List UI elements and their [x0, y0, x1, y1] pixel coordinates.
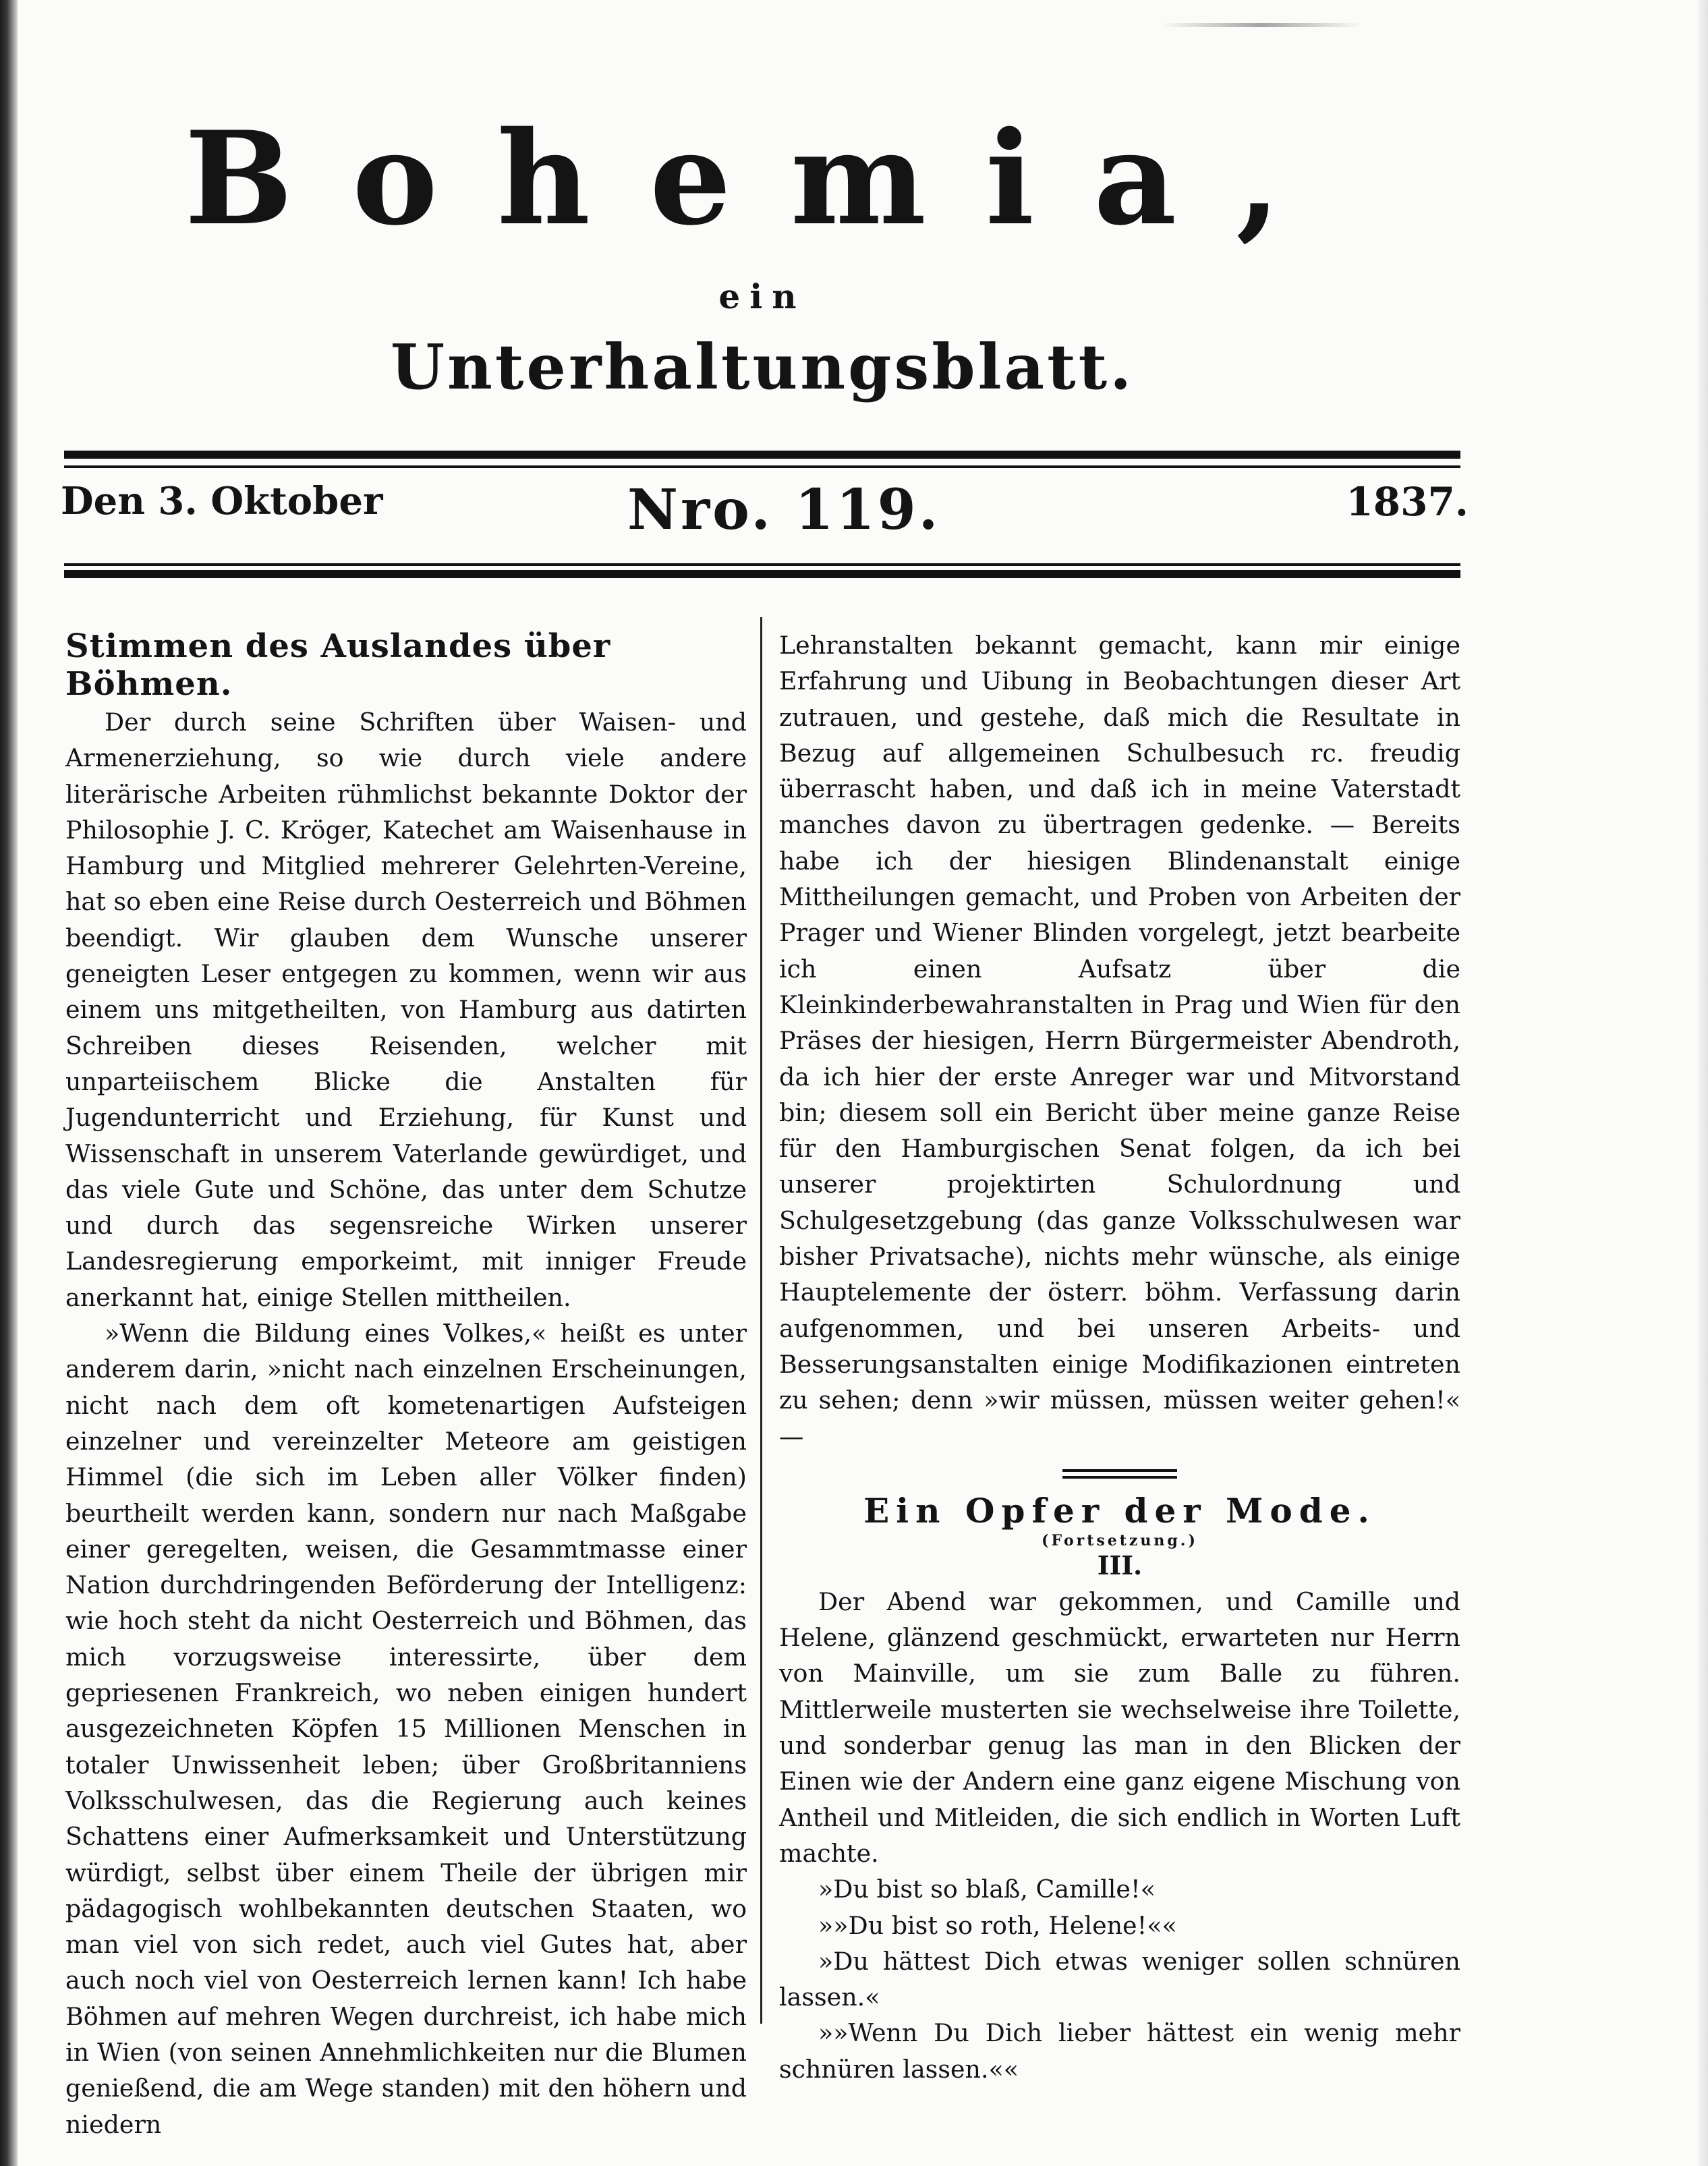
bottom-rule-thin — [64, 563, 1460, 566]
dialogue-line: »Du bist so blaß, Camille!« — [818, 1875, 1156, 1904]
masthead-title: Bohemia, — [184, 103, 1340, 254]
article-paragraph: Der durch seine Schriften über Waisen- und Armenerziehung, so wie durch viele andere literärische Arbeiten rühmlichst bekannte Doktor der Philosophie J. C. Kröger, Katechet am Waisenhause in Hamburg und Mitglied mehrerer Gelehrten-Vereine, hat so eben eine Reise durch Oesterreich und Böhmen beendigt. Wir glauben dem Wunsche unserer geneigten Leser entgegen zu kommen, wenn wir aus einem uns mitgetheilten, von Hamburg aus datirten Schreiben dieses Reisenden, welcher mit unparteiischem Blicke die Anstalten für Jugendunterricht und Erziehung, für Kunst und Wissenschaft in unserem Vaterlande gewürdiget, und das viele Gute und Schöne, das unter dem Schutze und durch das segensreiche Wirken unserer Landesregierung emporkeimt, mit inniger Freude anerkannt hat, einige Stellen mittheilen. — [65, 708, 747, 1312]
story-title: Ein Opfer der Mode. — [863, 1490, 1376, 1531]
column-divider — [760, 617, 762, 2024]
dialogue-line: »»Wenn Du Dich lieber hättest ein wenig mehr schnüren lassen.«« — [779, 2018, 1460, 2084]
story-part: III. — [1097, 1549, 1143, 1580]
masthead-sub1: ein — [718, 277, 806, 316]
dialogue-line: »»Du bist so roth, Helene!«« — [818, 1910, 1177, 1940]
top-rule-thick — [64, 451, 1460, 459]
issue-number — [627, 478, 941, 542]
story-paragraph: Der Abend war gekommen, und Camille und Helene, glänzend geschmückt, erwarteten nur Herrn von Mainville, um sie zum Balle zu führen. Mittlerweile musterten sie wechselweise ihre Toilette, und sonderbar genug las man in den Blicken der Einen wie der Andern eine ganz eigene Mischung von Antheil und Mitleiden, die sich endlich in Worten Luft machte. — [779, 1587, 1460, 1868]
left-column — [65, 627, 747, 2139]
article-paragraph: »Wenn die Bildung eines Volkes,« heißt es unter anderem darin, »nicht nach einzelnen Erscheinungen, nicht nach dem oft kometenartigen Aufsteigen einzelner und vereinzelter Meteore am geistigen Himmel (die sich im Leben aller Völker finden) beurtheilt werden kann, sondern nur nach Maßgabe einer geregelten, weisen, die Gesammtmasse einer Nation durchdringenden Beförderung der Intelligenz: wie hoch steht da nicht Oesterreich und Böhmen, das mich vorzugsweise interessirte, über dem gepriesenen Frankreich, wo neben einigen hundert ausgezeichneten Köpfen 15 Millionen Menschen in totaler Unwissenheit leben; über Großbritanniens Volksschulwesen, das die Regierung auch keines Schattens einer Aufmerksamkeit und Unterstützung würdigt, selbst über einem Theile der übrigen mir pädagogisch wohlbekannten deutschen Staaten, wo man viel von sich redet, auch viel Gutes hat, aber auch noch viel von Oesterreich lernen kann! Ich habe Böhmen auf mehren Wegen durchreist, ich habe mich in Wien (von seinen Annehmlichkeiten nur die Blumen genießend, die am Wege standen) mit den höhern und niedern — [65, 1319, 747, 2139]
issue-year: 1837. — [1346, 479, 1469, 525]
dialogue-line: »Du hättest Dich etwas weniger sollen schnüren lassen.« — [779, 1946, 1460, 2012]
section-separator — [1062, 1469, 1177, 1479]
article-heading: Stimmen des Auslandes über Böhmen. — [65, 627, 611, 703]
article-paragraph: Lehranstalten bekannt gemacht, kann mir einige Erfahrung und Uibung in Beobachtungen dieser Art zutrauen, und gestehe, daß mich die Resultate in Bezug auf allgemeinen Schulbesuch rc. freudig überrascht haben, und daß ich in meine Vaterstadt manches davon zu übertragen gedenke. — Bereits habe ich der hiesigen Blindenanstalt einige Mittheilungen gemacht, und Proben von Arbeiten der Prager und Wiener Blinden vorgelegt, jetzt bearbeite ich einen Aufsatz über die Kleinkinderbewahranstalten in Prag und Wien für den Präses der hiesigen, Herrn Bürgermeister Abendroth, da ich hier der erste Anreger war und Mitvorstand bin; diesem soll ein Bericht über meine ganze Reise für den Hamburgischen Senat folgen, da ich bei unserer projektirten Schulordnung und Schulgesetzgebung (das ganze Volksschulwesen war bisher Privatsache), nichts mehr wünsche, als einige Hauptelemente der österr. böhm. Verfassung darin aufgenommen, und bei unseren Arbeits- und Besserungsanstalten einige Modifikazionen eintreten zu sehen; denn »wir müssen, müssen weiter gehen!« — — [779, 631, 1460, 1451]
scan-streak — [1160, 23, 1363, 27]
issue-number-value: 119. — [795, 478, 941, 542]
bottom-rule-thick — [64, 570, 1460, 578]
story-subtitle: (Fortsetzung.) — [1042, 1531, 1198, 1549]
right-column — [779, 627, 1460, 2084]
issue-number-prefix: Nro. — [627, 478, 773, 542]
scan-edge-right — [1699, 0, 1708, 2166]
top-rule-thin — [64, 465, 1460, 468]
scan-edge-left — [0, 0, 18, 2166]
masthead-sub2: Unterhaltungsblatt. — [390, 331, 1135, 403]
issue-date: Den 3. Oktober — [61, 479, 383, 523]
